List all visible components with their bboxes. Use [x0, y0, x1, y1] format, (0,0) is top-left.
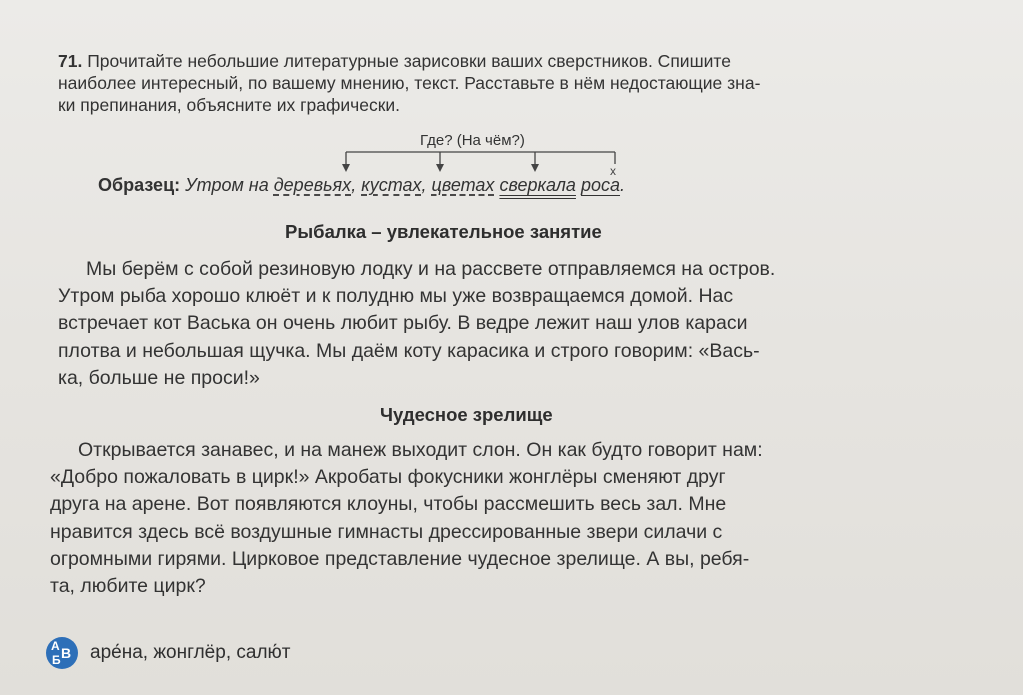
- story-title-fishing: Рыбалка – увлекательное занятие: [285, 221, 602, 242]
- sample-word-underlined: кустах: [361, 175, 422, 195]
- exercise-text: Прочитайте небольшие литературные зарисовки ваших сверстников. Спишите: [87, 51, 731, 71]
- diagram-arrowhead-2: [436, 164, 444, 172]
- diagram-arrowhead-1: [342, 164, 350, 172]
- exercise-number: 71.: [58, 51, 83, 71]
- story-title-circus: Чудесное зрелище: [380, 404, 553, 425]
- story-fishing-text: [58, 256, 928, 392]
- sample-punct: ,: [421, 175, 432, 195]
- text-line: огромными гирями. Цирковое представление чудесное зрелище. А вы, ребя-: [50, 547, 750, 570]
- sample-punct: ,: [351, 175, 362, 195]
- sample-subject: роса: [580, 175, 621, 195]
- diagram-x-marker: x: [610, 164, 616, 176]
- vocabulary-block: [46, 636, 290, 670]
- sample-text: [185, 175, 625, 195]
- sample-punct: .: [620, 175, 626, 195]
- text-line: Утром рыба хорошо клюёт и к полудню мы уже возвращаемся домой. Нас: [58, 285, 734, 308]
- sample-word-underlined: цветах: [431, 175, 495, 195]
- story-circus-text: [50, 437, 935, 600]
- sample-label: Образец:: [98, 175, 181, 195]
- exercise-instructions: [58, 50, 948, 116]
- question-diagram: [330, 132, 650, 176]
- vocabulary-words: аре́на, жонглёр, салю́т: [90, 642, 291, 663]
- diagram-question: Где? (На чём?): [420, 132, 525, 149]
- text-line: встречает кот Васька он очень любит рыбу. В ведре лежит наш улов караси: [58, 312, 748, 335]
- exercise-line-3: ки препинания, объясните их графически.: [58, 95, 401, 115]
- vocabulary-icon: [46, 637, 78, 669]
- text-line: «Добро пожаловать в цирк!» Акробаты фокусники жонглёры сменяют друг: [50, 466, 726, 489]
- diagram-arrowhead-3: [531, 164, 539, 172]
- text-line: та, любите цирк?: [50, 575, 206, 598]
- sample-word: Утром на: [185, 175, 274, 195]
- text-line: плотва и небольшая щучка. Мы даём коту карасика и строго говорим: «Вась-: [58, 339, 760, 362]
- exercise-line-1: [58, 50, 948, 72]
- text-line: ка, больше не проси!»: [58, 366, 260, 389]
- exercise-line-2: наиболее интересный, по вашему мнению, текст. Расставьте в нём недостающие зна-: [58, 73, 761, 93]
- text-line: Мы берём с собой резиновую лодку и на рассвете отправляемся на остров.: [86, 258, 776, 280]
- sample-word-underlined: деревьях: [273, 175, 352, 195]
- text-line: нравится здесь всё воздушные гимнасты дрессированные звери силачи с: [50, 520, 723, 543]
- sample-sentence: [98, 175, 625, 196]
- vocab-icon-letter: Б: [52, 653, 61, 667]
- sample-predicate: сверкала: [499, 175, 576, 195]
- text-line: друга на арене. Вот появляются клоуны, чтобы рассмешить весь зал. Мне: [50, 493, 727, 516]
- vocab-icon-letter: В: [61, 645, 72, 661]
- text-line: Открывается занавес, и на манеж выходит слон. Он как будто говорит нам:: [78, 439, 763, 461]
- vocab-icon-letter: А: [51, 639, 60, 653]
